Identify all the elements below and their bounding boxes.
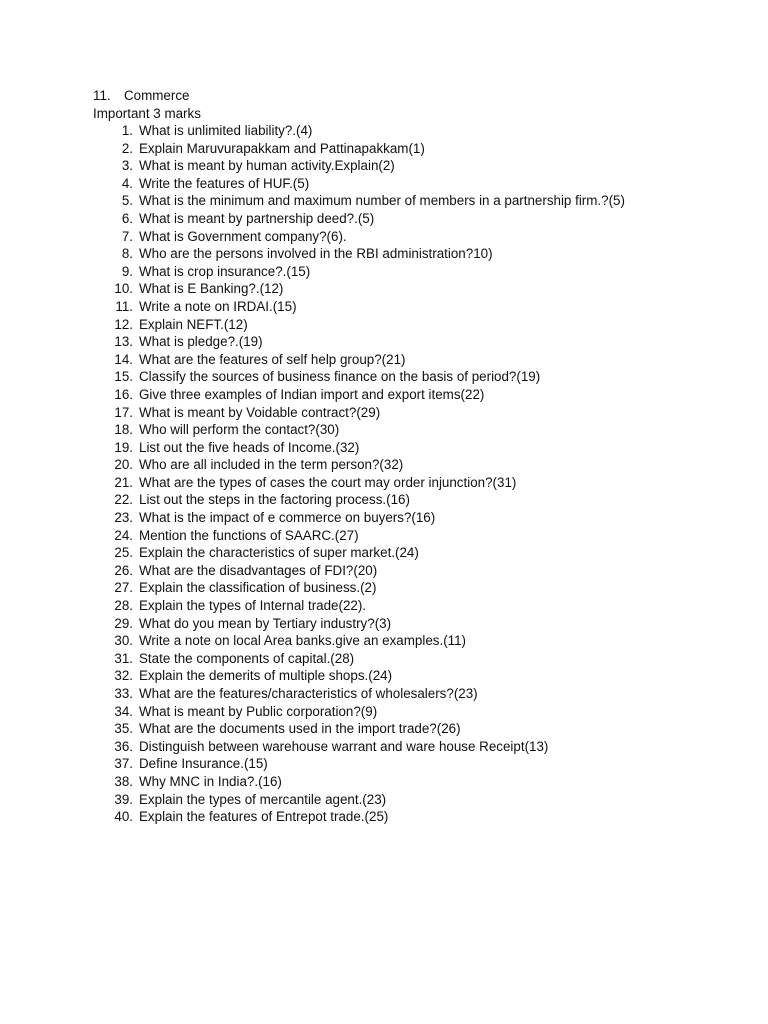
question-number: 22. xyxy=(114,492,133,508)
question-text: What is E Banking?.(12) xyxy=(139,281,284,297)
question-text: What is meant by Voidable contract?(29) xyxy=(139,404,381,420)
question-number: 1. xyxy=(121,123,133,138)
question-text: What is crop insurance?.(15) xyxy=(139,263,311,279)
question-text: Why MNC in India?.(16) xyxy=(139,773,282,789)
subheading: Important 3 marks xyxy=(93,106,201,121)
question-number: 30. xyxy=(114,633,133,649)
question-number: 35. xyxy=(114,721,133,737)
question-number: 20. xyxy=(114,457,133,473)
question-number: 2. xyxy=(121,140,133,156)
question-text: What is the minimum and maximum number of members in a partnership firm.?(5) xyxy=(139,193,625,209)
question-text: Write a note on local Area banks.give an examples.(11) xyxy=(139,633,467,649)
section-number: 11. xyxy=(93,88,111,103)
question-text: What are the features of self help group?(21) xyxy=(139,351,406,367)
question-text: List out the steps in the factoring process.(16) xyxy=(139,492,410,508)
question-number: 12. xyxy=(114,316,133,332)
question-text: What is unlimited liability?.(4) xyxy=(139,123,313,138)
question-number: 37. xyxy=(114,756,133,772)
question-text: State the components of capital.(28) xyxy=(139,650,355,666)
question-number: 4. xyxy=(121,175,133,191)
question-text: What are the disadvantages of FDI?(20) xyxy=(139,562,378,578)
question-text: Explain the types of mercantile agent.(23) xyxy=(139,791,387,807)
question-text: Explain NEFT.(12) xyxy=(139,316,248,332)
question-number: 36. xyxy=(114,738,133,754)
question-number: 8. xyxy=(121,246,133,262)
question-number: 11. xyxy=(115,298,133,314)
question-text: Mention the functions of SAARC.(27) xyxy=(139,527,359,543)
question-text: What are the types of cases the court may order injunction?(31) xyxy=(139,474,517,490)
question-number: 3. xyxy=(121,158,133,174)
question-text: List out the five heads of Income.(32) xyxy=(139,439,360,455)
question-number: 9. xyxy=(121,263,133,279)
question-number: 19. xyxy=(114,439,133,455)
question-text: What is Government company?(6). xyxy=(139,228,347,244)
question-number: 33. xyxy=(114,686,133,701)
question-number: 7. xyxy=(121,228,133,244)
question-text: What is meant by partnership deed?.(5) xyxy=(139,210,375,226)
question-text: Explain the features of Entrepot trade.(25) xyxy=(139,809,389,825)
question-number: 16. xyxy=(114,386,133,402)
question-number: 10. xyxy=(114,281,133,297)
question-text: What do you mean by Tertiary industry?(3) xyxy=(139,615,392,631)
question-text: What is pledge?.(19) xyxy=(139,334,263,350)
question-text: Define Insurance.(15) xyxy=(139,756,268,772)
question-number: 38. xyxy=(114,773,133,789)
question-text: Who are all included in the term person?(32) xyxy=(139,457,404,473)
question-number: 15. xyxy=(114,369,133,385)
question-number: 18. xyxy=(114,422,133,438)
question-number: 17. xyxy=(114,404,133,420)
question-text: Explain the characteristics of super market.(24) xyxy=(139,545,419,561)
question-text: Classify the sources of business finance on the basis of period?(19) xyxy=(139,369,541,385)
question-number: 14. xyxy=(114,351,133,367)
section-heading xyxy=(93,87,189,105)
question-number: 21. xyxy=(114,474,133,490)
question-text: What is the impact of e commerce on buyers?(16) xyxy=(139,510,436,526)
question-text: Write a note on IRDAI.(15) xyxy=(139,298,297,314)
question-text: What is meant by Public corporation?(9) xyxy=(139,703,378,719)
question-text: Explain the types of Internal trade(22). xyxy=(139,598,367,614)
question-text: Explain the classification of business.(2) xyxy=(139,580,377,596)
question-text: Distinguish between warehouse warrant and ware house Receipt(13) xyxy=(139,738,549,754)
question-number: 32. xyxy=(114,668,133,684)
question-text: What are the documents used in the import trade?(26) xyxy=(139,721,461,737)
question-number: 29. xyxy=(114,615,133,631)
question-text: Explain Maruvurapakkam and Pattinapakkam(1) xyxy=(139,140,425,156)
question-number: 27. xyxy=(114,580,133,596)
question-text: Who will perform the contact?(30) xyxy=(139,422,340,438)
question-text: Give three examples of Indian import and export items(22) xyxy=(139,386,485,402)
question-number: 13. xyxy=(114,334,133,350)
question-number: 26. xyxy=(114,562,133,578)
question-number: 28. xyxy=(114,598,133,614)
question-text: Explain the demerits of multiple shops.(24) xyxy=(139,668,393,684)
question-text: Who are the persons involved in the RBI administration?10) xyxy=(139,246,493,262)
question-number: 24. xyxy=(114,527,133,543)
section-title: Commerce xyxy=(124,88,190,103)
question-text: Write the features of HUF.(5) xyxy=(139,175,310,191)
question-number: 34. xyxy=(114,703,133,719)
question-number: 40. xyxy=(114,809,133,825)
question-number: 25. xyxy=(114,545,133,561)
question-number: 23. xyxy=(114,510,133,526)
question-number: 6. xyxy=(121,210,133,226)
question-number: 31. xyxy=(114,650,133,666)
question-number: 39. xyxy=(114,791,133,807)
question-text: What are the features/characteristics of wholesalers?(23) xyxy=(139,686,478,701)
question-text: What is meant by human activity.Explain(2) xyxy=(139,158,395,174)
question-number: 5. xyxy=(121,193,133,209)
